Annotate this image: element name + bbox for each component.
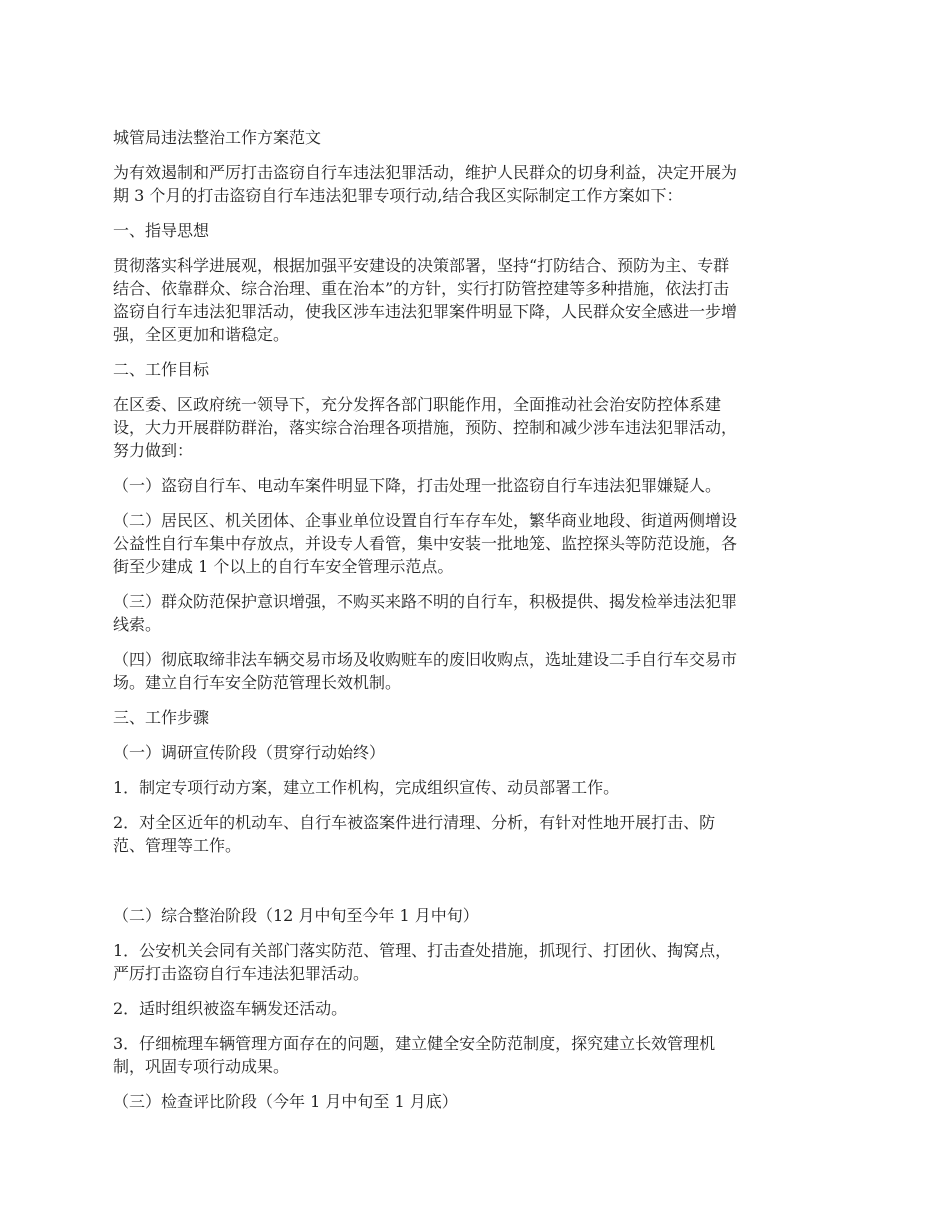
goal-item-3: （三）群众防范保护意识增强，不购买来路不明的自行车，积极提供、揭发检举违法犯罪 线索。 — [113, 592, 738, 634]
stage-2-step-1: 1．公安机关会同有关部门落实防范、管理、打击查处措施，抓现行、打团伙、掏窝点， 严厉打击盗窃自行车违法犯罪活动。 — [113, 941, 732, 983]
stage-1-step-2: 2．对全区近年的机动车、自行车被盗案件进行清理、分析，有针对性地开展打击、防 范、管理等工作。 — [113, 813, 716, 855]
stage-1-step-1: 1．制定专项行动方案，建立工作机构，完成组织宣传、动员部署工作。 — [113, 778, 620, 797]
stage-2-step-3: 3．仔细梳理车辆管理方面存在的问题，建立健全安全防范制度，探究建立长效管理机 制，巩固专项行动成果。 — [113, 1034, 716, 1076]
stage-2-heading: （二）综合整治阶段（12 月中旬至今年 1 月中旬） — [113, 906, 479, 925]
heading-work-goals: 二、工作目标 — [113, 360, 210, 379]
paragraph-intro: 为有效遏制和严厉打击盗窃自行车违法犯罪活动，维护人民群众的切身利益，决定开展为 期 3 个月的打击盗窃自行车违法犯罪专项行动,结合我区实际制定工作方案如下： — [113, 163, 738, 205]
goal-item-2: （二）居民区、机关团体、企事业单位设置自行车存车处，繁华商业地段、街道两侧增设 公益性自行车集中存放点，并设专人看管，集中安装一批地笼、监控探头等防范设施，各 街至少建成 1 个以上的自行车安全管理示范点。 — [113, 511, 738, 576]
document-title: 城管局违法整治工作方案范文 — [113, 128, 322, 147]
paragraph-guiding-thought: 贯彻落实科学进展观，根据加强平安建设的决策部署，坚持“打防结合、预防为主、专群 结合、依靠群众、综合治理、重在治本”的方针，实行打防管控建等多种措施，依法打击 盗窃自行车违法犯罪活动，使我区涉车违法犯罪案件明显下降，人民群众安全感进一步增 强，全区更加和谐稳定。 — [113, 256, 738, 344]
goal-item-1: （一）盗窃自行车、电动车案件明显下降，打击处理一批盗窃自行车违法犯罪嫌疑人。 — [113, 476, 722, 495]
stage-1-heading: （一）调研宣传阶段（贯穿行动始终） — [113, 743, 386, 762]
goal-item-4: （四）彻底取缔非法车辆交易市场及收购赃车的废旧收购点，选址建设二手自行车交易市 场。建立自行车安全防范管理长效机制。 — [113, 650, 738, 692]
stage-3-heading: （三）检查评比阶段（今年 1 月中旬至 1 月底） — [113, 1092, 458, 1111]
heading-guiding-thought: 一、指导思想 — [113, 221, 210, 240]
paragraph-work-goals: 在区委、区政府统一领导下，充分发挥各部门职能作用，全面推动社会治安防控体系建 设，大力开展群防群治，落实综合治理各项措施，预防、控制和减少涉车违法犯罪活动， 努力做到： — [113, 395, 738, 460]
stage-2-step-2: 2．适时组织被盗车辆发还活动。 — [113, 999, 348, 1018]
document-body — [113, 126, 843, 1113]
heading-work-steps: 三、工作步骤 — [113, 708, 210, 727]
